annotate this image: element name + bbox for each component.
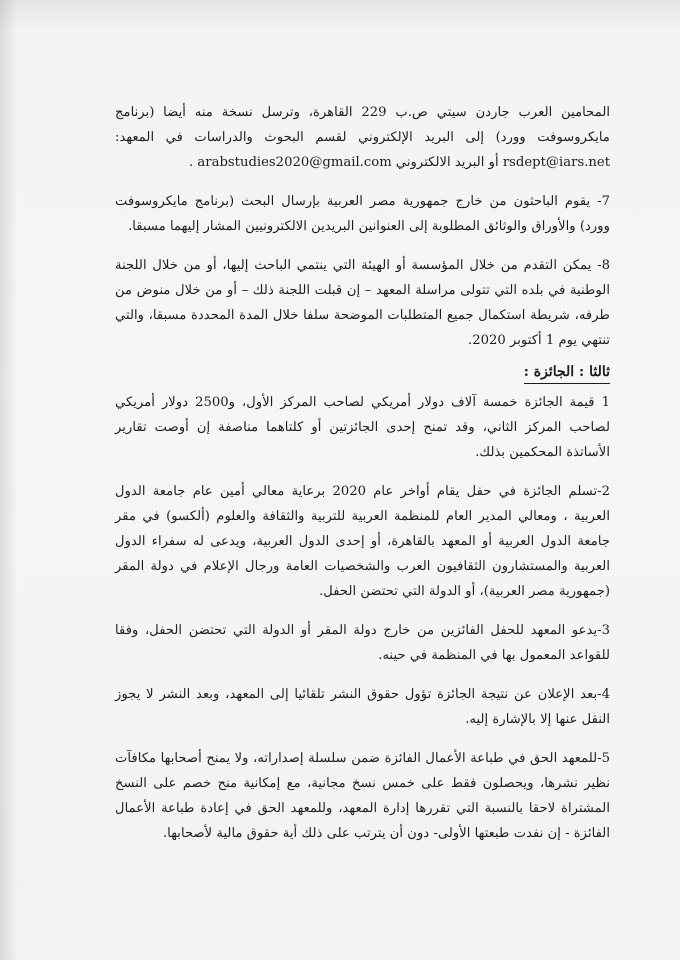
paragraph-prize-3: 3-يدعو المعهد للحفل الفائزين من خارج دولة المقر أو الدولة التي تحتضن الحفل، وفقا للقواعد المعمول بها في المنظمة في حينه. bbox=[115, 623, 610, 663]
page-top-shadow bbox=[0, 0, 680, 30]
paragraph-prize-4: 4-بعد الإعلان عن نتيجة الجائزة تؤول حقوق النشر تلقائيا إلى المعهد، وبعد النشر لا يجوز النقل عنها إلا بالإشارة إليه. bbox=[115, 687, 610, 727]
page-edge-shadow bbox=[0, 0, 18, 960]
section-heading-prize: ثالثا : الجائزة : bbox=[524, 361, 610, 384]
paragraph-prize-5: 5-للمعهد الحق في طباعة الأعمال الفائزة ضمن سلسلة إصداراته، ولا يمنح أصحابها مكافآت نظير نشرها، ويحصلون فقط على خمس نسخ مجانية، مع إمكانية منح خصم على النسخ المشتراة لاحقا بالنسبة التي تقررها إدارة المعهد، وللمعهد الحق في إعادة طباعة الأعمال الفائزة - إن نفدت طبعتها الأولى- دون أن يترتب على ذلك أية حقوق مالية لأصحابها. bbox=[115, 751, 610, 841]
paragraph-intro-email: المحامين العرب جاردن سيتي ص.ب 229 القاهرة، وترسل نسخة منه أيضا (برنامج مايكروسوفت وورد) إلى البريد الإلكتروني لقسم البحوث والدراسات في المعهد: rsdept@iars.net أو البريد الالكتروني arabstudies2020@gmail.com . bbox=[115, 105, 610, 170]
paragraph-prize-1: 1 قيمة الجائزة خمسة آلاف دولار أمريكي لصاحب المركز الأول، و2500 دولار أمريكي لصاحب المركز الثاني، وقد تمنح إحدى الجائزتين أو كلتاهما مناصفة إن أوصت تقارير الأساتذة المحكمين بذلك. bbox=[115, 395, 610, 460]
document-body bbox=[115, 100, 610, 860]
paragraph-prize-2: 2-تسلم الجائزة في حفل يقام أواخر عام 2020 برعاية معالي أمين عام جامعة الدول العربية ، ومعالي المدير العام للمنظمة العربية للتربية والثقافة والعلوم (ألكسو) في مقر جامعة الدول العربية أو المعهد بالقاهرة، أو إحدى الدول العربية، ويدعى له سفراء الدول العربية والمستشارون الثقافيون العرب والشخصيات العامة ورجال الإعلام في دولة المقر (جمهورية مصر العربية)، أو الدولة التي تحتضن الحفل. bbox=[115, 484, 610, 599]
paragraph-item-7: 7- يقوم الباحثون من خارج جمهورية مصر العربية بإرسال البحث (برنامج مايكروسوفت وورد) والأوراق والوثائق المطلوبة إلى العنوانين البريدين الالكترونيين المشار إليهما مسبقا. bbox=[115, 194, 610, 234]
paragraph-item-8: 8- يمكن التقدم من خلال المؤسسة أو الهيئة التي ينتمي الباحث إليها، أو من خلال اللجنة الوطنية في بلده التي تتولى مراسلة المعهد – إن قبلت اللجنة ذلك – أو من خلال منوض من طرفه، شريطة استكمال جميع المتطلبات الموضحة سلفا خلال المدة المحددة مسبقا، والتي تنتهي يوم 1 أكتوبر 2020. bbox=[115, 258, 610, 348]
